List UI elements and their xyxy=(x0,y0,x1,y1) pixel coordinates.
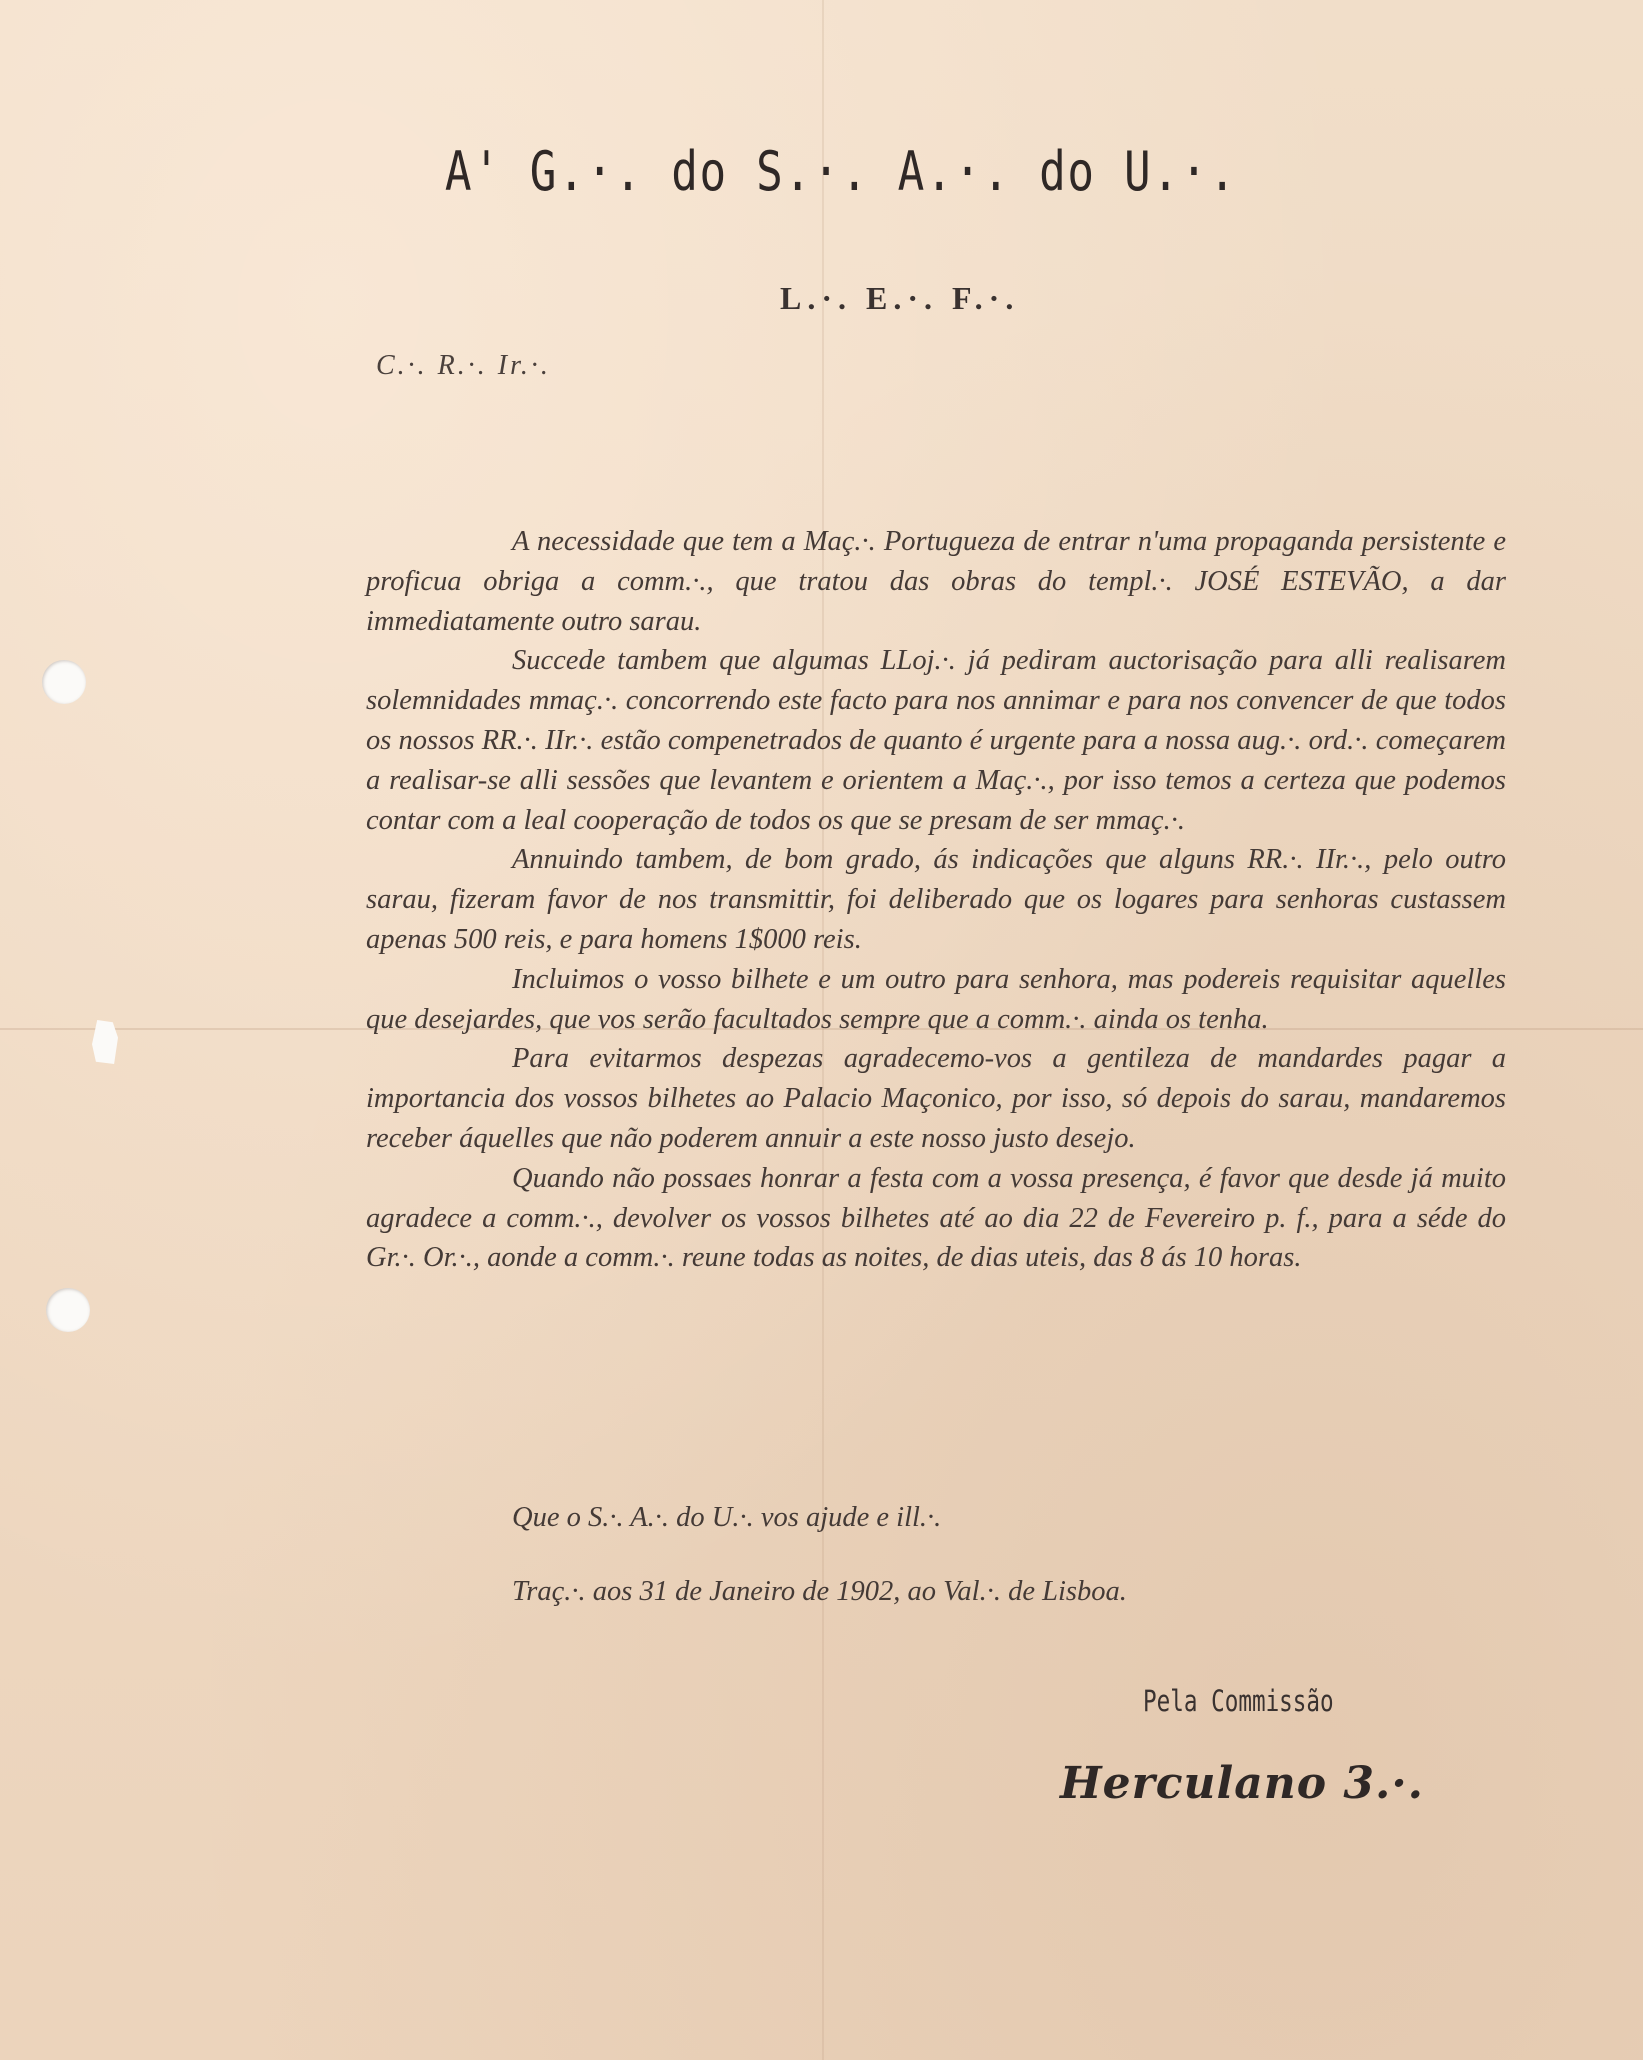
punch-hole-top xyxy=(42,660,86,704)
closing-dateline: Traç.·. aos 31 de Janeiro de 1902, ao Val.·. de Lisboa. xyxy=(512,1576,1127,1607)
letter-body xyxy=(366,522,1506,1278)
paragraph-propaganda: A necessidade que tem a Maç.·. Portugueza de entrar n'uma propaganda persistente e proficua obriga a comm.·., que tratou das obras do templ.·. JOSÉ ESTEVÃO, a dar immediatamente outro sarau. xyxy=(366,526,1506,637)
document-heading: A' G.·. do S.·. A.·. do U.·. xyxy=(444,140,1238,203)
salutation: C.·. R.·. Ir.·. xyxy=(376,350,551,381)
paragraph-lodges-request: Succede tambem que algumas LLoj.·. já pediram auctorisação para alli realisarem solemnidades mmaç.·. concorrendo este facto para nos annimar e para nos convencer de que todos os nossos RR.·. IIr.·. estão compenetrados de quanto é urgente para a nossa aug.·. ord.·. começarem a realisar-se alli sessões que levantem e orientem a Maç.·., por isso temos a certeza que podemos contar com a leal cooperação de todos os que se presam de ser mmaç.·. xyxy=(366,645,1506,836)
paragraph-payment: Para evitarmos despezas agradecemo-vos a gentileza de mandardes pagar a importancia dos vossos bilhetes ao Palacio Maçonico, por isso, só depois do sarau, mandaremos receber áquelles que não poderem annuir a este nosso justo desejo. xyxy=(366,1043,1506,1154)
punch-hole-bottom xyxy=(46,1288,90,1332)
lodge-abbreviation: L.·. E.·. F.·. xyxy=(780,280,1020,316)
signature-label: Pela Commissão xyxy=(1143,1684,1334,1718)
paragraph-ticket-prices: Annuindo tambem, de bom grado, ás indicações que alguns RR.·. IIr.·., pelo outro sarau, fizeram favor de nos transmittir, foi deliberado que os logares para senhoras custassem apenas 500 reis, e para homens 1$000 reis. xyxy=(366,844,1506,955)
paper-tear-mark xyxy=(92,1020,118,1064)
paragraph-return-tickets: Quando não possaes honrar a festa com a vossa presença, é favor que desde já muito agradece a comm.·., devolver os vossos bilhetes até ao dia 22 de Fevereiro p. f., para a séde do Gr.·. Or.·., aonde a comm.·. reune todas as noites, de dias uteis, das 8 ás 10 horas. xyxy=(366,1162,1506,1274)
signature-name: Herculano 3.·. xyxy=(1060,1758,1424,1809)
paragraph-tickets-included: Incluimos o vosso bilhete e um outro para senhora, mas podereis requisitar aquelles que desejardes, que vos serão facultados sempre que a comm.·. ainda os tenha. xyxy=(366,963,1506,1035)
closing-blessing: Que o S.·. A.·. do U.·. vos ajude e ill.·. xyxy=(512,1502,942,1533)
